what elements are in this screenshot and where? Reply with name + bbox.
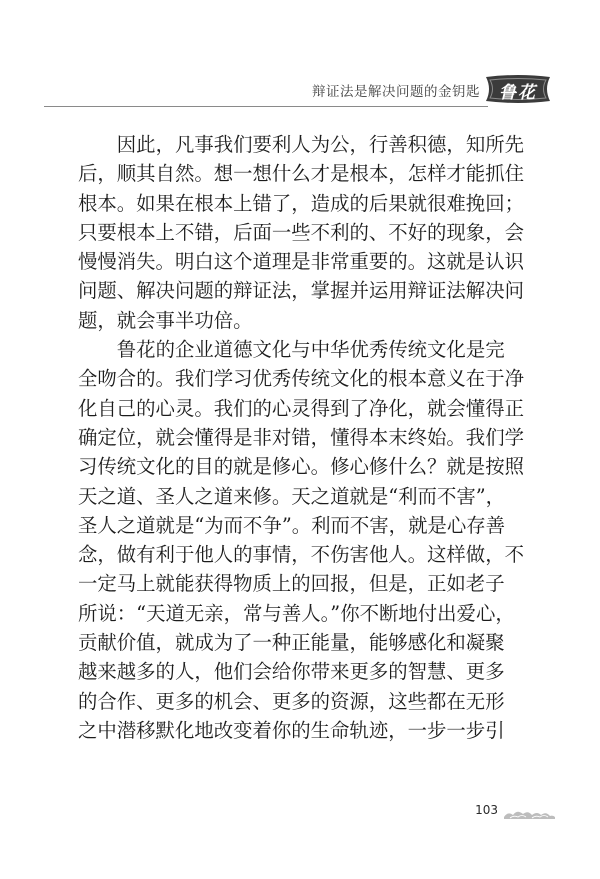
text-line: 根本。如果在根本上错了，造成的后果就很难挽回； [78,191,524,215]
header-rule [44,106,488,107]
badge-text: 鲁花 [499,83,537,103]
text-line: 贡献价值，就成为了一种正能量，能够感化和凝聚 [78,631,505,655]
cloud-ornament-icon [502,807,556,821]
page-number: 103 [475,803,498,817]
text-line: 所说：“天道无亲，常与善人。”你不断地付出爱心， [78,601,515,625]
chapter-title: 辩证法是解决问题的金钥匙 [312,84,480,100]
text-line: 确定位，就会懂得是非对错，懂得本末终始。我们学 [78,425,524,449]
page-footer [436,801,556,825]
text-line: 天之道、圣人之道来修。天之道就是“利而不害”， [78,484,506,508]
text-line: 鲁花的企业道德文化与中华优秀传统文化是完 [116,338,505,362]
text-line: 全吻合的。我们学习优秀传统文化的根本意义在于净 [78,367,524,391]
text-line: 一定马上就能获得物质上的回报，但是，正如老子 [78,572,505,596]
text-line: 问题、解决问题的辩证法，掌握并运用辩证法解决问 [78,279,524,303]
text-line: 后，顺其自然。想一想什么才是根本，怎样才能抓住 [78,162,524,186]
text-line: 越来越多的人，他们会给你带来更多的智慧、更多 [78,660,505,684]
text-line: 因此，凡事我们要利人为公，行善积德，知所先 [116,133,524,156]
text-line: 的合作、更多的机会、更多的资源，这些都在无形 [78,689,505,713]
brand-badge [484,74,552,104]
text-line: 念，做有利于他人的事情，不伤害他人。这样做，不 [78,543,524,567]
body-text [78,130,522,745]
text-line: 圣人之道就是“为而不争”。利而不害，就是心存善 [78,513,506,537]
text-line: 习传统文化的目的就是修心。修心修什么？就是按照 [78,455,524,479]
running-header [0,66,600,112]
paragraph-1 [78,130,522,335]
text-line: 之中潜移默化地改变着你的生命轨迹，一步一步引 [78,718,505,742]
text-line: 只要根本上不错，后面一些不利的、不好的现象，会 [78,220,524,244]
paragraph-2 [78,335,522,745]
text-line: 慢慢消失。明白这个道理是非常重要的。这就是认识 [78,250,524,274]
text-line: 题，就会事半功倍。 [78,308,253,332]
text-line: 化自己的心灵。我们的心灵得到了净化，就会懂得正 [78,396,524,420]
